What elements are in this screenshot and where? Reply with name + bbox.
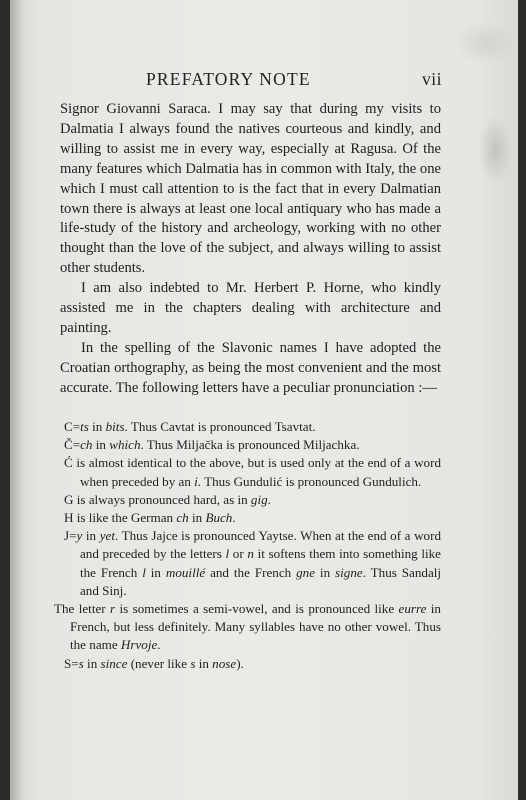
body-text: [60, 100, 441, 399]
pronunciation-entry-j: J=y in yet. Thus Jajce is pronounced Yaytse. When at the end of a word and preceded by the letters l or n it softens them into something like the French l in mouillé and the French gne in signe. Thus Sandalj and Sinj.: [64, 528, 442, 598]
pronunciation-entry-c: C=ts in bits. Thus Cavtat is pronounced Tsavtat.: [64, 419, 316, 434]
pronunciation-entry-r: The letter r is sometimes a semi-vowel, and is pronounced like eurre in French, but less definitely. Many syllables have no other vowel. Thus the name Hrvoje.: [54, 601, 441, 653]
pronunciation-entry-c-acute: Ć is almost identical to the above, but is used only at the end of a word when preceded by an i. Thus Gundulić is pronounced Gundulich.: [64, 455, 441, 489]
pronunciation-entry-h: H is like the German ch in Buch.: [64, 510, 236, 526]
paper-stain: [478, 115, 512, 185]
spine-shadow: [10, 0, 24, 800]
paragraph: In the spelling of the Slavonic names I have adopted the Croatian orthography, as being the most convenient and the most accurate. The following letters have a peculiar pronunciation :—: [60, 339, 441, 396]
pronunciation-entry-c-caron: Č=ch in which. Thus Miljačka is pronounced Miljachka.: [64, 437, 360, 453]
paragraph: Signor Giovanni Saraca. I may say that during my visits to Dalmatia I always found the natives courteous and kindly, and willing to assist me in every way, especially at Ragusa. Of the many features which Dalmatia has in common with Italy, the one which I must call attention to is the fact that in every Dalmatian town there is always at least one local antiquary who has made a life-study of the history and archeology, working with no other thought than the love of the subject, and always willing to assist other students.: [60, 101, 441, 277]
paper-stain: [455, 20, 515, 65]
running-title: PREFATORY NOTE: [146, 69, 311, 89]
paragraph: I am also indebted to Mr. Herbert P. Horne, who kindly assisted me in the chapters dealing with architecture and painting.: [60, 280, 441, 336]
pronunciation-entry-s: S=s in since (never like s in nose).: [64, 655, 244, 671]
page-number: vii: [422, 69, 442, 89]
pronunciation-entry-g: G is always pronounced hard, as in gig.: [64, 491, 271, 507]
pronunciation-list: [54, 418, 442, 673]
book-page: [10, 0, 518, 800]
